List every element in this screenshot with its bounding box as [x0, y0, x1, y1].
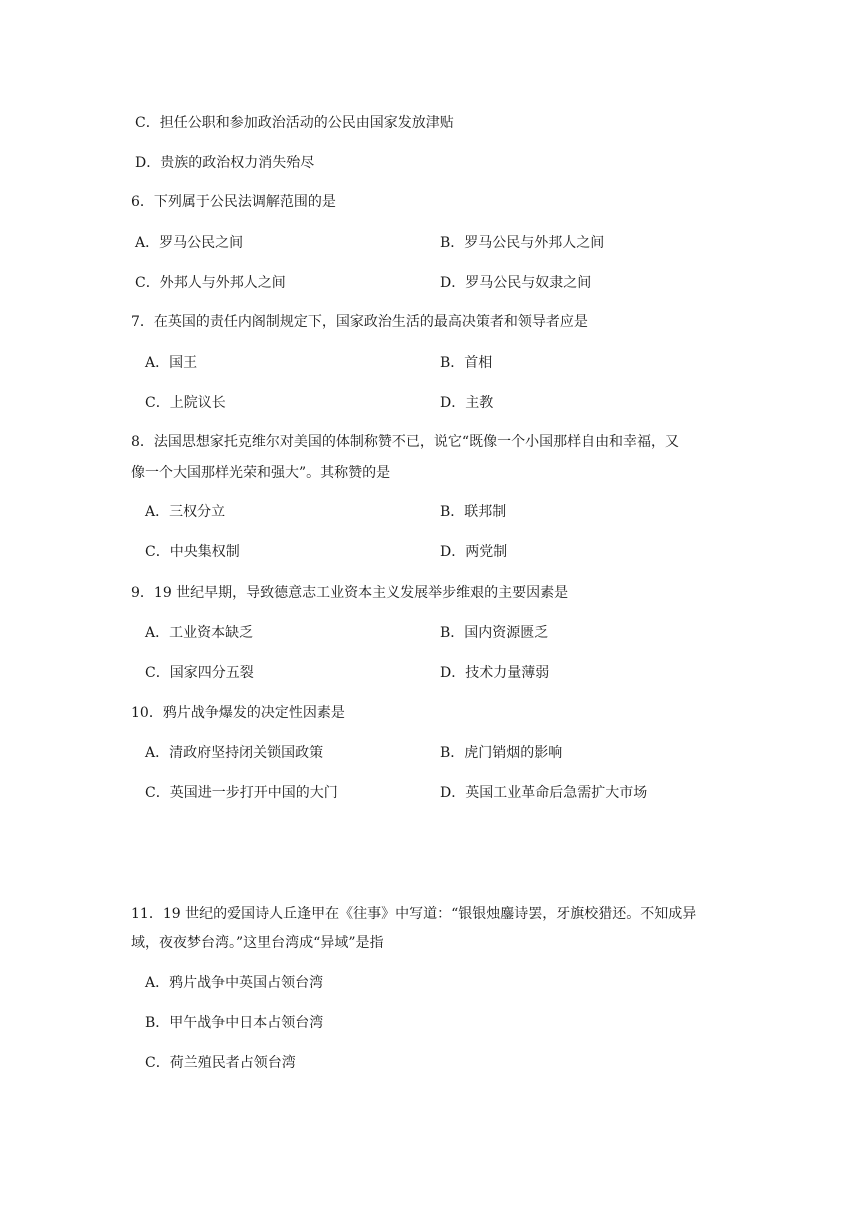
q7-stem: 7．在英国的责任内阁制规定下，国家政治生活的最高决策者和领导者应是	[131, 314, 588, 330]
q9-option-b: B．国内资源匮乏	[440, 625, 549, 641]
q10-option-b: B．虎门销烟的影响	[440, 745, 563, 761]
q11-stem-line-2: 域，夜夜梦台湾。”这里台湾成“异域”是指	[131, 935, 384, 951]
q11-option-c: C．荷兰殖民者占领台湾	[145, 1055, 296, 1071]
q9-option-d: D．技术力量薄弱	[440, 665, 550, 681]
q8-option-a: A．三权分立	[145, 504, 226, 520]
q5-option-d: D．贵族的政治权力消失殆尽	[135, 155, 315, 171]
q8-option-b: B．联邦制	[440, 504, 507, 520]
q8-option-d: D．两党制	[440, 544, 508, 560]
q10-option-d: D．英国工业革命后急需扩大市场	[440, 785, 648, 801]
q11-stem-line-1: 11．19 世纪的爱国诗人丘逢甲在《往事》中写道：“银银烛鏖诗罢，牙旗校猎还。不知成异	[131, 906, 697, 922]
q7-option-a: A．国王	[145, 355, 198, 371]
q9-stem: 9．19 世纪早期，导致德意志工业资本主义发展举步维艰的主要因素是	[131, 585, 569, 601]
q7-option-d: D．主教	[440, 395, 494, 411]
q8-stem-line-1: 8．法国思想家托克维尔对美国的体制称赞不已，说它“既像一个小国那样自由和幸福，又	[131, 434, 680, 450]
q6-option-b: B．罗马公民与外邦人之间	[440, 235, 605, 251]
q11-option-a: A．鸦片战争中英国占领台湾	[145, 975, 324, 991]
q10-option-a: A．清政府坚持闭关锁国政策	[145, 745, 324, 761]
q10-option-c: C．英国进一步打开中国的大门	[145, 785, 338, 801]
q7-option-c: C．上院议长	[145, 395, 226, 411]
q6-option-c: C．外邦人与外邦人之间	[135, 275, 286, 291]
q8-option-c: C．中央集权制	[145, 544, 240, 560]
q6-stem: 6．下列属于公民法调解范围的是	[131, 194, 336, 210]
q9-option-a: A．工业资本缺乏	[145, 625, 254, 641]
q6-option-a: A．罗马公民之间	[135, 235, 244, 251]
q5-option-c: C．担任公职和参加政治活动的公民由国家发放津贴	[135, 115, 454, 131]
q6-option-d: D．罗马公民与奴隶之间	[440, 275, 592, 291]
q10-stem: 10．鸦片战争爆发的决定性因素是	[131, 705, 345, 721]
q8-stem-line-2: 像一个大国那样光荣和强大”。其称赞的是	[131, 465, 391, 481]
q9-option-c: C．国家四分五裂	[145, 665, 254, 681]
q11-option-b: B．甲午战争中日本占领台湾	[145, 1015, 324, 1031]
q7-option-b: B．首相	[440, 355, 493, 371]
